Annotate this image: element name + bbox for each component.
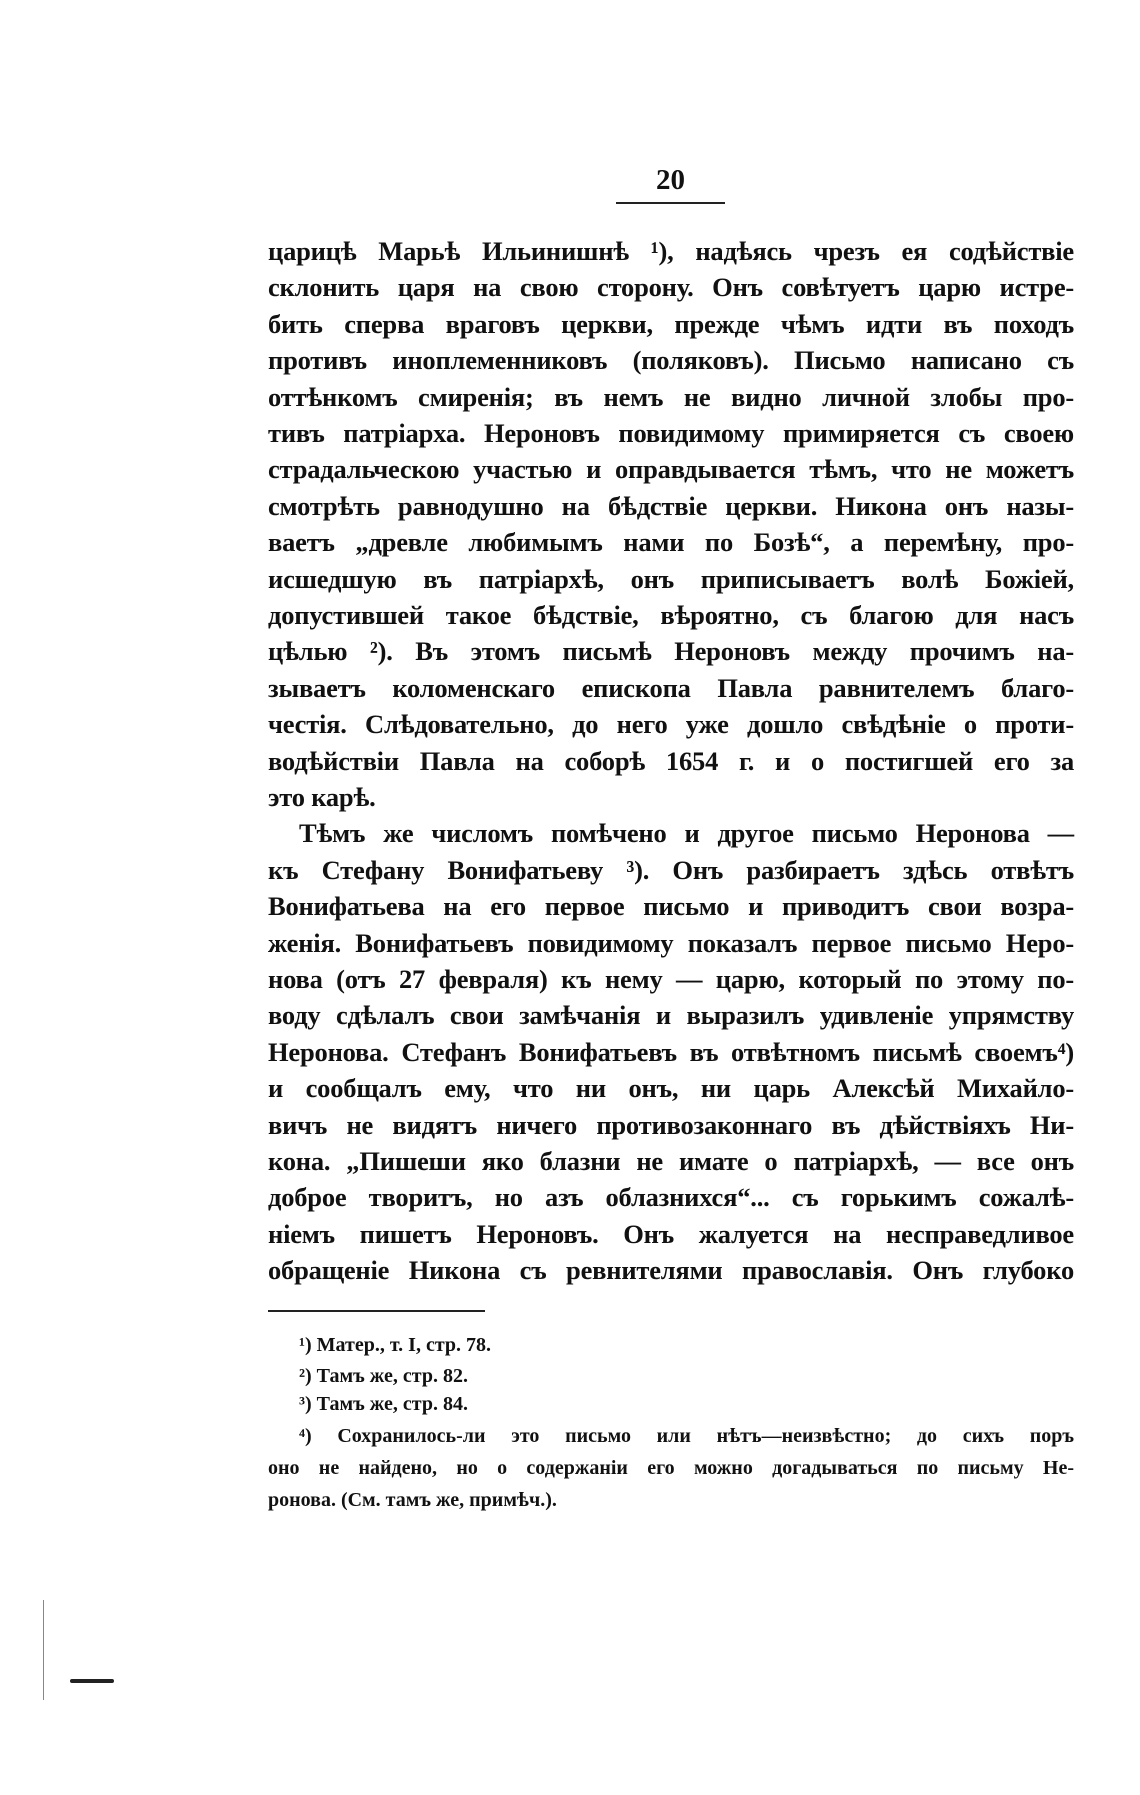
footnote-line: ¹) Матер., т. I, стр. 78. [299,1334,492,1356]
body-line: цѣлью ²). Въ этомъ письмѣ Нероновъ между прочимъ на- [268,636,1074,667]
footnote-line: ²) Тамъ же, стр. 82. [299,1365,468,1387]
body-line: бить сперва враговъ церкви, прежде чѣмъ идти въ походъ [268,308,1074,339]
footnote-line: оно не найдено, но о содержаніи его можно догадываться по письму Не- [268,1457,1074,1479]
body-line: это карѣ. [268,782,376,812]
body-line: Тѣмъ же числомъ помѣчено и другое письмо Неронова — [299,818,1074,849]
body-line: нова (отъ 27 февраля) къ нему — царю, который по этому по- [268,964,1074,994]
body-line: ніемъ пишетъ Нероновъ. Онъ жалуется на несправедливое [268,1218,1074,1249]
body-line: оттѣнкомъ смиренія; въ немъ не видно личной злобы про- [268,381,1074,412]
body-line: водѣйствіи Павла на соборѣ 1654 г. и о постигшей его за [268,745,1074,776]
body-line: обращеніе Никона съ ревнителями православія. Онъ глубоко [268,1255,1074,1286]
footnote-rule [268,1310,485,1312]
footnote-line: ронова. (См. тамъ же, примѣч.). [268,1489,557,1511]
body-line: вичъ не видятъ ничего противозаконнаго въ дѣйствіяхъ Ни- [268,1109,1074,1140]
body-line: царицѣ Марьѣ Ильинишнѣ ¹), надѣясь чрезъ ея содѣйствіе [268,236,1074,266]
body-line: зываетъ коломенскаго епископа Павла равнителемъ благо- [268,672,1074,703]
body-line: допустившей такое бѣдствіе, вѣроятно, съ благою для насъ [268,600,1074,630]
body-line: доброе творитъ, но азъ облазнихся“... съ горькимъ сожалѣ- [268,1182,1074,1213]
body-line: тивъ патріарха. Нероновъ повидимому примиряется съ своею [268,418,1074,448]
scan-mark [70,1679,114,1683]
body-line: исшедшую въ патріархѣ, онъ приписываетъ волѣ Божіей, [268,563,1074,594]
body-line: Неронова. Стефанъ Вонифатьевъ въ отвѣтномъ письмѣ своемъ⁴) [268,1036,1074,1067]
body-line: къ Стефану Вонифатьеву ³). Онъ разбираетъ здѣсь отвѣтъ [268,854,1074,885]
body-line: женія. Вонифатьевъ повидимому показалъ первое письмо Неро- [268,927,1074,958]
body-line: честія. Слѣдовательно, до него уже дошло свѣдѣніе о проти- [268,709,1074,740]
page-number: 20 [656,164,685,196]
body-line: Вонифатьева на его первое письмо и приводитъ свои возра- [268,891,1074,922]
scan-mark [43,1600,44,1700]
page-number-rule [616,202,725,204]
body-line: кона. „Пишеши яко блазни не имате о патріархѣ, — все онъ [268,1146,1074,1176]
body-line: воду сдѣлалъ свои замѣчанія и выразилъ удивленіе упрямству [268,1000,1074,1031]
body-line: и сообщалъ ему, что ни онъ, ни царь Алексѣй Михайло- [268,1073,1074,1104]
body-line: склонить царя на свою сторону. Онъ совѣтуетъ царю истре- [268,272,1074,303]
body-line: ваетъ „древле любимымъ нами по Бозѣ“, а перемѣну, про- [268,527,1074,558]
footnote-line: ³) Тамъ же, стр. 84. [299,1393,468,1415]
footnote-line: ⁴) Сохранилось-ли это письмо или нѣтъ—неизвѣстно; до сихъ поръ [299,1425,1074,1447]
body-line: страдальческою участью и оправдывается тѣмъ, что не можетъ [268,454,1074,485]
body-line: противъ иноплеменниковъ (поляковъ). Письмо написано съ [268,345,1074,376]
body-line: смотрѣть равнодушно на бѣдствіе церкви. Никона онъ назы- [268,490,1074,521]
